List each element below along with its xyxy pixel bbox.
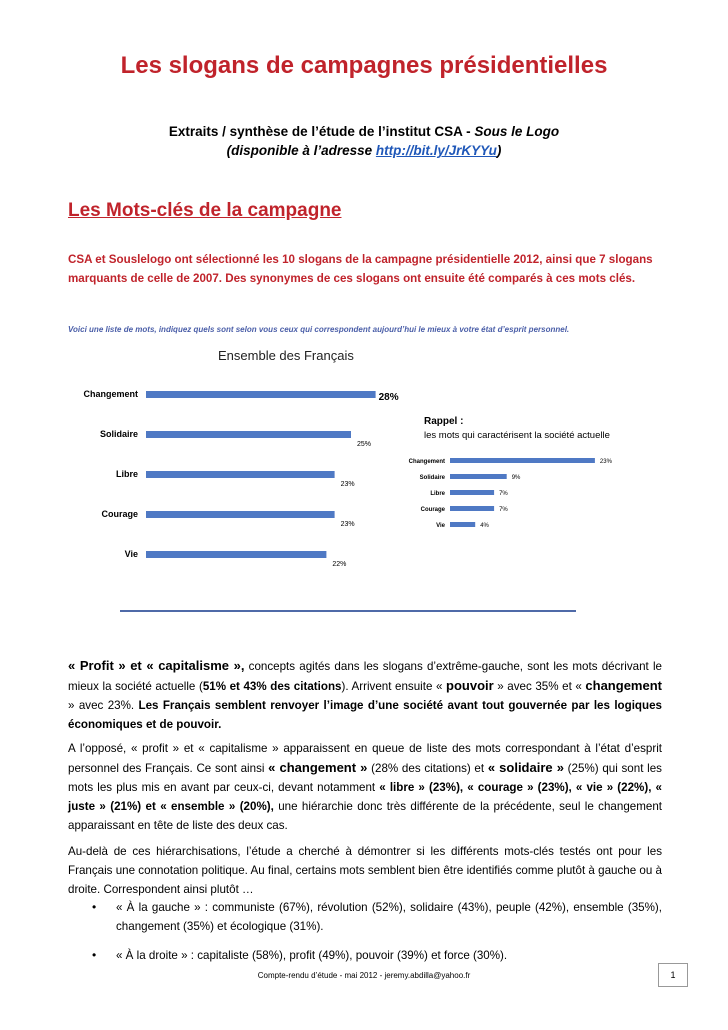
subtitle-availability: (disponible à l’adresse (226, 143, 376, 158)
paragraph-opposite (68, 739, 662, 835)
inset-bar (450, 506, 494, 511)
chart-title: Ensemble des Français (218, 348, 354, 363)
source-link[interactable]: http://bit.ly/JrKYYu (375, 143, 497, 158)
subtitle-close-paren: ) (496, 143, 502, 158)
inset-category-label: Solidaire (419, 475, 445, 481)
p2-text-2: (28% des citations) et (367, 762, 488, 775)
bar (146, 391, 376, 398)
data-label: 22% (332, 561, 347, 568)
bar (146, 551, 326, 558)
category-label: Courage (101, 509, 138, 519)
section-title: Les Mots-clés de la campagne (68, 200, 342, 221)
bar (146, 431, 351, 438)
p1-pouvoir: pouvoir (446, 678, 494, 693)
document-title: Les slogans de campagnes présidentielles (120, 52, 608, 79)
p1-keywords: « Profit » et « capitalisme », (68, 658, 245, 673)
p2-solidaire: « solidaire » (487, 760, 564, 775)
subtitle-line-2 (0, 141, 728, 160)
p2-keywords: « libre » (23%), « courage » (23%), « vie » (22%), « juste » (21%) et « ensemble » (20%), (68, 781, 663, 813)
chart-figure (68, 318, 662, 618)
inset-data-label: 7% (499, 507, 508, 513)
list-item (92, 898, 662, 936)
category-label: Libre (115, 469, 138, 479)
chart-svg (68, 318, 662, 618)
p1-text-2: ). Arrivent ensuite « (341, 680, 447, 693)
data-label: 23% (340, 521, 355, 528)
inset-data-label: 4% (480, 523, 489, 529)
inset-data-label: 9% (511, 475, 521, 481)
p1-text: concepts agités dans les slogans d’extrême-gauche, sont les mots décrivant le mieux la société actuelle ( (68, 660, 662, 693)
page-footer: Compte-rendu d’étude - mai 2012 - jeremy.abdilla@yahoo.fr (257, 971, 471, 980)
subtitle (0, 122, 728, 160)
p1-citations: 51% et 43% des citations (202, 680, 342, 693)
inset-chart-title (424, 416, 463, 427)
bar (146, 511, 335, 518)
category-label: Solidaire (99, 429, 138, 439)
inset-category-label: Changement (408, 459, 445, 465)
inset-category-label: Vie (436, 523, 445, 529)
bar (146, 471, 335, 478)
subtitle-source: Sous le Logo (474, 124, 560, 139)
inset-title-bold: Rappel (424, 416, 458, 427)
subtitle-prefix: Extraits / synthèse de l’étude de l’institut CSA - (168, 124, 475, 139)
bullet-list (92, 898, 662, 975)
p1-changement: changement (585, 678, 662, 693)
p2-changement: « changement » (268, 760, 368, 775)
category-label: Vie (124, 549, 138, 559)
data-label: 23% (340, 481, 355, 488)
inset-bar (450, 474, 507, 479)
p2-text-4: une hiérarchie donc très différente de la précédente, seul le changement apparaissant en tête de liste des deux cas. (68, 800, 662, 832)
p1-conclusion: Les Français semblent renvoyer l’image d’une société avant tout gouvernée par les logiques économiques et de pouvoir. (68, 699, 662, 731)
page-number: 1 (658, 963, 688, 987)
chart-baseline (120, 610, 576, 612)
inset-bar (450, 490, 494, 495)
paragraph-profit (68, 656, 662, 734)
bullet-icon: • (92, 900, 97, 914)
inset-data-label: 23% (599, 459, 612, 465)
inset-bar (450, 522, 475, 527)
inset-category-label: Courage (420, 507, 445, 513)
p2-text: A l’opposé, « profit » et « capitalisme » apparaissent en queue de liste des mots correspondant à l’état d’esprit personnel des Français. Ce sont ainsi (68, 742, 662, 775)
category-label: Changement (83, 389, 138, 399)
p2-text-3: (25%) qui sont les mots les plus mis en avant par ceux-ci, devant notamment (68, 762, 662, 794)
data-label: 25% (357, 441, 372, 448)
inset-title-suffix: : (457, 416, 464, 427)
p1-text-4: » avec 23%. (68, 699, 139, 712)
inset-bar (450, 458, 595, 463)
subtitle-line-1 (0, 122, 728, 141)
chart-question: Voici une liste de mots, indiquez quels sont selon vous ceux qui correspondent aujourd’hui le mieux à votre état d’esprit personnel. (68, 325, 570, 334)
inset-category-label: Libre (430, 491, 445, 497)
section-intro: CSA et Souslelogo ont sélectionné les 10 slogans de la campagne présidentielle 2012, ainsi que 7 slogans marquants de celle de 2007. Des synonymes de ces slogans ont ensuite été comparés à ces mots clés. (68, 253, 653, 285)
bullet-text-right: « À la droite » : capitaliste (58%), profit (49%), pouvoir (39%) et force (30%). (116, 949, 508, 962)
bullet-icon: • (92, 948, 97, 962)
list-item (92, 946, 662, 965)
inset-data-label: 7% (499, 491, 508, 497)
p1-text-3: » avec 35% et « (493, 680, 586, 693)
data-label: 28% (378, 392, 399, 403)
inset-chart-subtitle: les mots qui caractérisent la société actuelle (424, 430, 610, 441)
bullet-text-left: « À la gauche » : communiste (67%), révolution (52%), solidaire (43%), peuple (42%), ensemble (35%), changement (35%) et écologique (31%). (116, 901, 662, 933)
paragraph-politics: Au-delà de ces hiérarchisations, l’étude a cherché à démontrer si les différents mots-clés testés ont pour les Français une connotation politique. Au final, certains mots semblent bien être identifiés comme plutôt à gauche ou à droite. Correspondent ainsi plutôt … (68, 845, 662, 896)
